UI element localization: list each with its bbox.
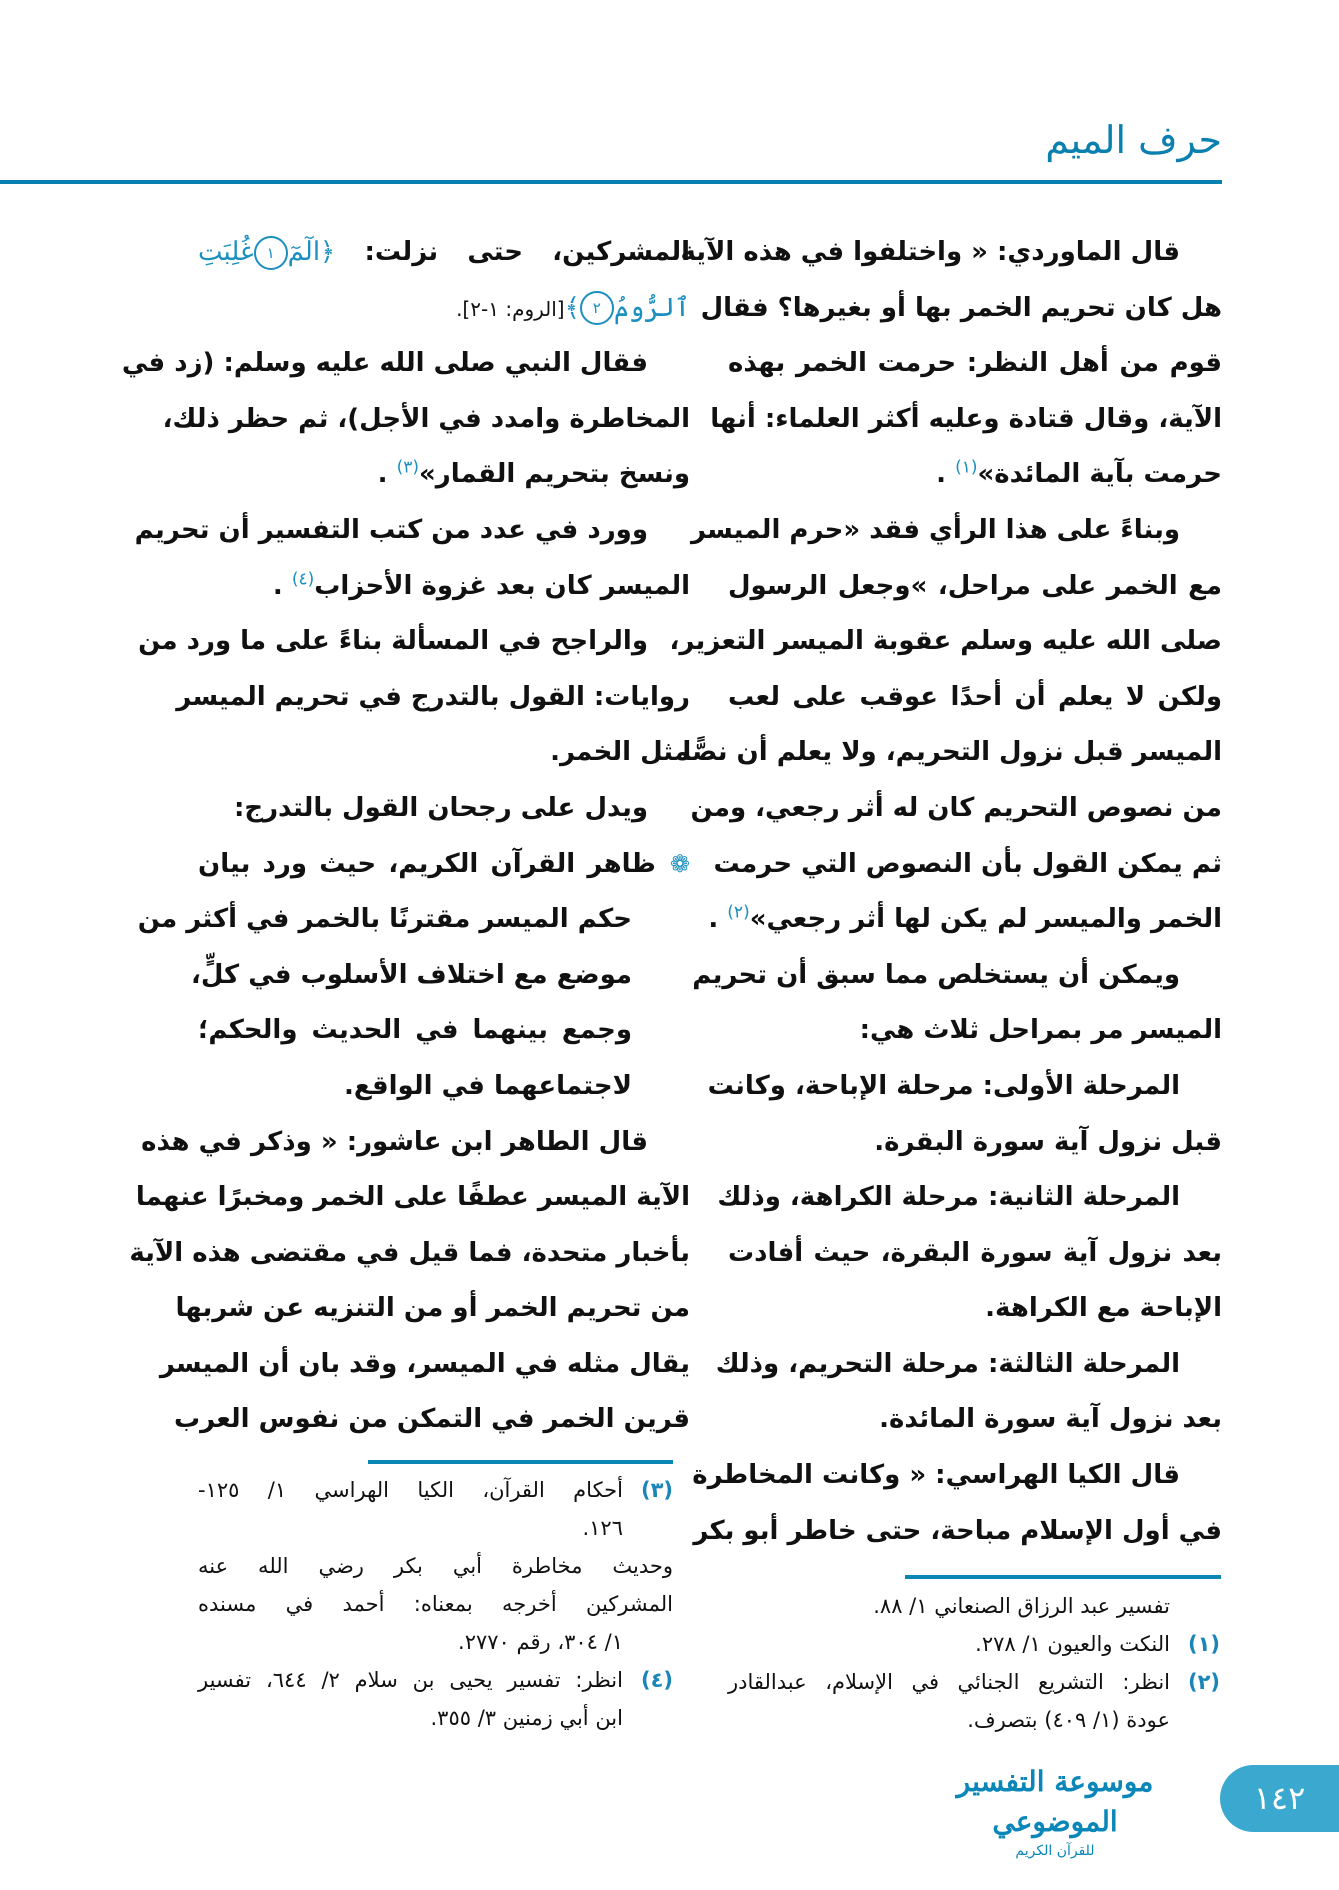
text-run: الميسر مر بمراحل ثلاث هي: — [859, 1015, 1222, 1046]
text-line — [173, 1392, 690, 1448]
text-run: قرين الخمر في التمكن من نفوس العرب — [173, 1404, 690, 1435]
encyclopedia-logo — [930, 1762, 1180, 1860]
footnote-number: (١) — [1187, 1632, 1220, 1656]
footnote — [198, 1661, 673, 1737]
footnote-number: (٤) — [640, 1668, 673, 1692]
text-run: في أول الإسلام مباحة، حتى خاطر أبو بكر — [693, 1515, 1222, 1546]
text-run: حكم الميسر مقترنًا بالخمر في أكثر من — [137, 904, 632, 935]
logo-subtitle: للقرآن الكريم — [1015, 1843, 1095, 1859]
footnote-line: ١/ ٣٠٤، رقم ٢٧٧٠. — [458, 1630, 623, 1654]
text-line — [129, 1226, 690, 1282]
text-run: المرحلة الثانية: مرحلة الكراهة، وذلك — [717, 1182, 1180, 1213]
text-run: الميسر قبل نزول التحريم، ولا يعلم أن نصًّا — [682, 737, 1222, 768]
text-run: وورد في عدد من كتب التفسير أن تحريم — [134, 514, 648, 545]
text-line — [728, 1392, 1222, 1448]
text-line — [198, 225, 690, 281]
verse-number-marker: ٢ — [580, 291, 614, 325]
text-line — [198, 447, 690, 503]
footnote-line: النكت والعيون ١/ ٢٧٨. — [975, 1632, 1170, 1656]
text-line — [198, 725, 690, 781]
text-run: والراجح في المسألة بناءً على ما ورد من — [138, 626, 648, 657]
text-run: بأخبار متحدة، فما قيل في مقتضى هذه الآية — [129, 1237, 690, 1268]
text-run: . — [708, 904, 728, 935]
text-run: من نصوص التحريم كان له أثر رجعي، ومن — [690, 792, 1222, 823]
text-run: الخمر والميسر لم يكن لها أثر رجعي» — [749, 904, 1222, 935]
text-line — [728, 559, 1222, 615]
text-run: المشركين، حتى نزلت: — [335, 237, 690, 267]
text-column-left — [121, 225, 690, 1448]
text-run: ويدل على رجحان القول بالتدرج: — [233, 792, 648, 823]
footnote-line: تفسير عبد الرزاق الصنعاني ١/ ٨٨. — [873, 1594, 1170, 1618]
text-line — [190, 948, 690, 1004]
text-line — [700, 281, 1222, 337]
footnote-line: ابن أبي زمنين ٣/ ٣٥٥. — [430, 1706, 623, 1730]
footnote — [728, 1663, 1220, 1739]
text-run: حرمت بآية المائدة» — [977, 459, 1222, 490]
text-line — [693, 1504, 1222, 1560]
footnote-reference: (٣) — [396, 457, 419, 478]
text-line — [728, 336, 1222, 392]
logo-title: موسوعة التفسير الموضوعي — [956, 1765, 1154, 1838]
text-line — [198, 559, 690, 615]
footnote-line: انظر: تفسير يحيى بن سلام ٢/ ٦٤٤، تفسير — [198, 1668, 623, 1692]
text-run: ويمكن أن يستخلص مما سبق أن تحريم — [692, 959, 1180, 990]
text-line — [728, 1281, 1222, 1337]
text-run: روايات: القول بالتدرج في تحريم الميسر — [176, 681, 690, 712]
text-run: المرحلة الثالثة: مرحلة التحريم، وذلك — [715, 1348, 1180, 1379]
footnote-line: وحديث مخاطرة أبي بكر رضي الله عنه — [198, 1554, 673, 1578]
text-line — [708, 892, 1222, 948]
header-rule — [0, 180, 1222, 184]
text-run: مثل الخمر. — [550, 737, 690, 768]
footnote-line: المشركين أخرجه بمعناه: أحمد في مسنده — [198, 1592, 673, 1616]
text-line — [707, 1059, 1222, 1115]
text-line — [134, 503, 690, 559]
text-run: بعد نزول آية سورة المائدة. — [879, 1404, 1222, 1435]
quran-verse-text: ﴾ — [564, 292, 580, 323]
text-run: المخاطرة وامدد في الأجل)، ثم حظر ذلك، — [162, 403, 690, 434]
text-run: الإباحة مع الكراهة. — [985, 1293, 1222, 1324]
text-line — [710, 392, 1222, 448]
footnote — [728, 1625, 1220, 1663]
text-run: . — [377, 459, 397, 490]
footnote-reference: (١) — [955, 457, 978, 478]
text-line — [682, 725, 1222, 781]
quran-verse-text: ﴿الٓمٓ — [287, 237, 336, 267]
text-run: الآية، وقال قتادة وعليه أكثر العلماء: أنها — [710, 403, 1222, 434]
page-number: ١٤٢ — [1220, 1765, 1339, 1832]
text-run: هل كان تحريم الخمر بها أو بغيرها؟ فقال — [700, 292, 1222, 323]
text-line — [690, 781, 1222, 837]
footnote-separator-left — [368, 1460, 673, 1464]
text-run: من تحريم الخمر أو من التنزيه عن شربها — [175, 1293, 690, 1324]
footnote-reference: (٤) — [291, 568, 315, 589]
footnote-reference: (٢) — [727, 902, 750, 923]
text-run: صلى الله عليه وسلم عقوبة الميسر التعزير، — [669, 626, 1222, 657]
text-line — [162, 392, 690, 448]
text-line — [141, 1115, 690, 1171]
text-line — [717, 1170, 1222, 1226]
text-line — [728, 1115, 1222, 1171]
text-line — [198, 781, 690, 837]
text-run: ونسخ بتحريم القمار» — [418, 459, 690, 490]
text-run: . — [936, 459, 956, 490]
text-line — [728, 1226, 1222, 1282]
text-run: ثم يمكن القول بأن النصوص التي حرمت — [713, 848, 1222, 879]
footnote-line: أحكام القرآن، الكيا الهراسي ١/ ١٢٥- — [198, 1478, 623, 1502]
text-run: قال الماوردي: « واختلفوا في هذه الآية — [680, 237, 1180, 267]
text-run: وجمع بينهما في الحديث والحكم؛ — [198, 1015, 632, 1046]
text-line — [135, 1170, 690, 1226]
quran-verse-text: غُلِبَتِ — [198, 237, 254, 267]
text-line — [198, 837, 690, 893]
text-run: الآية الميسر عطفًا على الخمر ومخبرًا عنهما — [135, 1182, 690, 1213]
text-run: ولكن لا يعلم أن أحدًا عوقب على لعب — [728, 681, 1222, 712]
footnote-line: انظر: التشريع الجنائي في الإسلام، عبدالقادر — [728, 1670, 1170, 1694]
text-run: قبل نزول آية سورة البقرة. — [874, 1126, 1222, 1157]
verse-number-marker: ١ — [254, 236, 288, 270]
chapter-header: حرف الميم — [1045, 118, 1222, 162]
footnote — [198, 1471, 673, 1661]
text-run: بعد نزول آية سورة البقرة، حيث أفادت — [728, 1237, 1222, 1268]
text-run: قوم من أهل النظر: حرمت الخمر بهذه — [728, 348, 1222, 379]
text-line — [692, 1448, 1222, 1504]
footnote-number: (٢) — [1187, 1670, 1220, 1694]
text-line — [175, 1281, 690, 1337]
text-line — [691, 503, 1222, 559]
footnote-line: ١٢٦. — [582, 1516, 623, 1540]
text-run: وبناءً على هذا الرأي فقد «حرم الميسر — [691, 514, 1180, 545]
text-line — [692, 948, 1222, 1004]
text-line — [669, 614, 1222, 670]
text-line — [176, 670, 690, 726]
text-line — [121, 336, 690, 392]
verse-citation: [الروم: ١-٢]. — [456, 296, 565, 321]
text-run: قال الكيا الهراسي: « وكانت المخاطرة — [692, 1460, 1180, 1491]
footnote-number: (٣) — [640, 1478, 673, 1502]
text-run: مع الخمر على مراحل، »وجعل الرسول — [728, 570, 1222, 601]
text-line — [138, 614, 690, 670]
text-run: فقال النبي صلى الله عليه وسلم: (زد في — [121, 348, 648, 379]
text-line — [713, 837, 1222, 893]
text-run: قال الطاهر ابن عاشور: « وذكر في هذه — [141, 1126, 648, 1157]
text-line — [198, 1059, 690, 1115]
text-line — [728, 1003, 1222, 1059]
text-line — [137, 892, 690, 948]
text-line — [159, 1337, 690, 1393]
text-run: . — [272, 570, 292, 601]
text-line — [728, 670, 1222, 726]
bullet-flower-icon: ❁ — [669, 849, 690, 878]
text-run: ظاهر القرآن الكريم، حيث ورد بيان — [198, 848, 656, 879]
footnote-separator-right — [905, 1575, 1221, 1579]
text-line — [715, 1337, 1222, 1393]
text-column-right — [669, 225, 1222, 1559]
footnote-line: عودة (١/ ٤٠٩) بتصرف. — [967, 1708, 1170, 1732]
text-run: موضع مع اختلاف الأسلوب في كلٍّ، — [190, 959, 632, 990]
footnotes-left — [198, 1471, 673, 1737]
text-line — [728, 447, 1222, 503]
text-run: يقال مثله في الميسر، وقد بان أن الميسر — [159, 1348, 690, 1379]
text-line — [198, 1003, 690, 1059]
text-line — [198, 281, 690, 337]
quran-verse-text: ٱلرُّومُ — [613, 292, 690, 323]
text-line — [680, 225, 1222, 281]
text-run: لاجتماعهما في الواقع. — [343, 1070, 632, 1101]
footnotes-right — [728, 1587, 1220, 1739]
footnote — [728, 1587, 1220, 1625]
text-run: الميسر كان بعد غزوة الأحزاب — [314, 570, 690, 601]
text-run: المرحلة الأولى: مرحلة الإباحة، وكانت — [707, 1070, 1180, 1101]
